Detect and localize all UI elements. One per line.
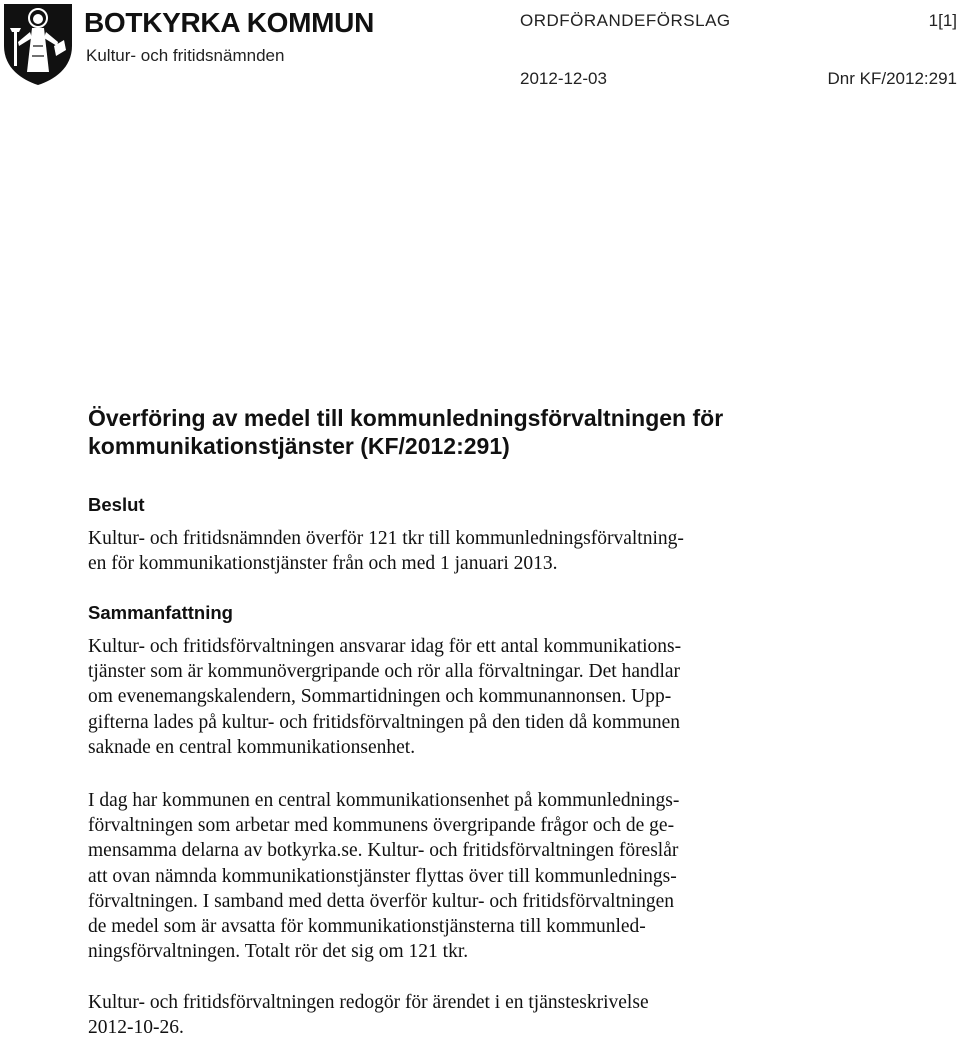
title-line: kommunikationstjänster (KF/2012:291): [88, 433, 510, 459]
beslut-heading: Beslut: [88, 494, 145, 515]
text-line: Kultur- och fritidsförvaltningen ansvarar idag för ett antal kommunikations-: [88, 636, 682, 657]
sammanfattning-heading: Sammanfattning: [88, 602, 233, 623]
text-line: mensamma delarna av botkyrka.se. Kultur- och fritidsförvaltningen föreslår: [88, 840, 679, 862]
text-line: 2012-10-26.: [88, 1017, 184, 1039]
text-line: gifterna lades på kultur- och fritidsförvaltningen på den tiden då kommunen: [88, 711, 681, 733]
text-line: förvaltningen som arbetar med kommunens övergripande frågor och de ge-: [88, 815, 675, 837]
text-line: att ovan nämnda kommunikationstjänster flyttas över till kommunlednings-: [88, 865, 677, 887]
summary-paragraph-2: [88, 788, 828, 964]
beslut-paragraph: [88, 526, 828, 576]
text-line: de medel som är avsatta för kommunikationstjänsterna till kommunled-: [88, 916, 646, 938]
page-number: 1[1]: [928, 11, 957, 30]
organization-name: BOTKYRKA KOMMUN: [84, 7, 374, 38]
text-line: Kultur- och fritidsförvaltningen redogör för ärendet i en tjänsteskrivelse: [88, 992, 649, 1013]
committee-name: Kultur- och fritidsnämnden: [86, 46, 285, 65]
text-line: Kultur- och fritidsnämnden överför 121 tkr till kommunledningsförvaltning-: [88, 528, 684, 549]
summary-paragraph-1: [88, 634, 828, 760]
text-line: tjänster som är kommunövergripande och rör alla förvaltningar. Det handlar: [88, 661, 681, 683]
text-line: ningsförvaltningen. Totalt rör det sig om 121 tkr.: [88, 941, 469, 963]
text-line: om evenemangskalendern, Sommartidningen och kommunannonsen. Upp-: [88, 686, 672, 708]
document-title: [88, 404, 868, 460]
document-type: ORDFÖRANDEFÖRSLAG: [520, 11, 731, 30]
document-date: 2012-12-03: [520, 69, 607, 88]
text-line: I dag har kommunen en central kommunikationsenhet på kommunlednings-: [88, 790, 680, 811]
text-line: saknade en central kommunikationsenhet.: [88, 736, 416, 758]
text-line: en för kommunikationstjänster från och med 1 januari 2013.: [88, 553, 558, 575]
text-line: förvaltningen. I samband med detta överför kultur- och fritidsförvaltningen: [88, 890, 675, 912]
summary-paragraph-3: [88, 990, 828, 1040]
diary-number: Dnr KF/2012:291: [827, 69, 957, 88]
saint-botvid-crest-icon: [2, 2, 74, 86]
title-line: Överföring av medel till kommunledningsförvaltningen för: [88, 405, 724, 431]
